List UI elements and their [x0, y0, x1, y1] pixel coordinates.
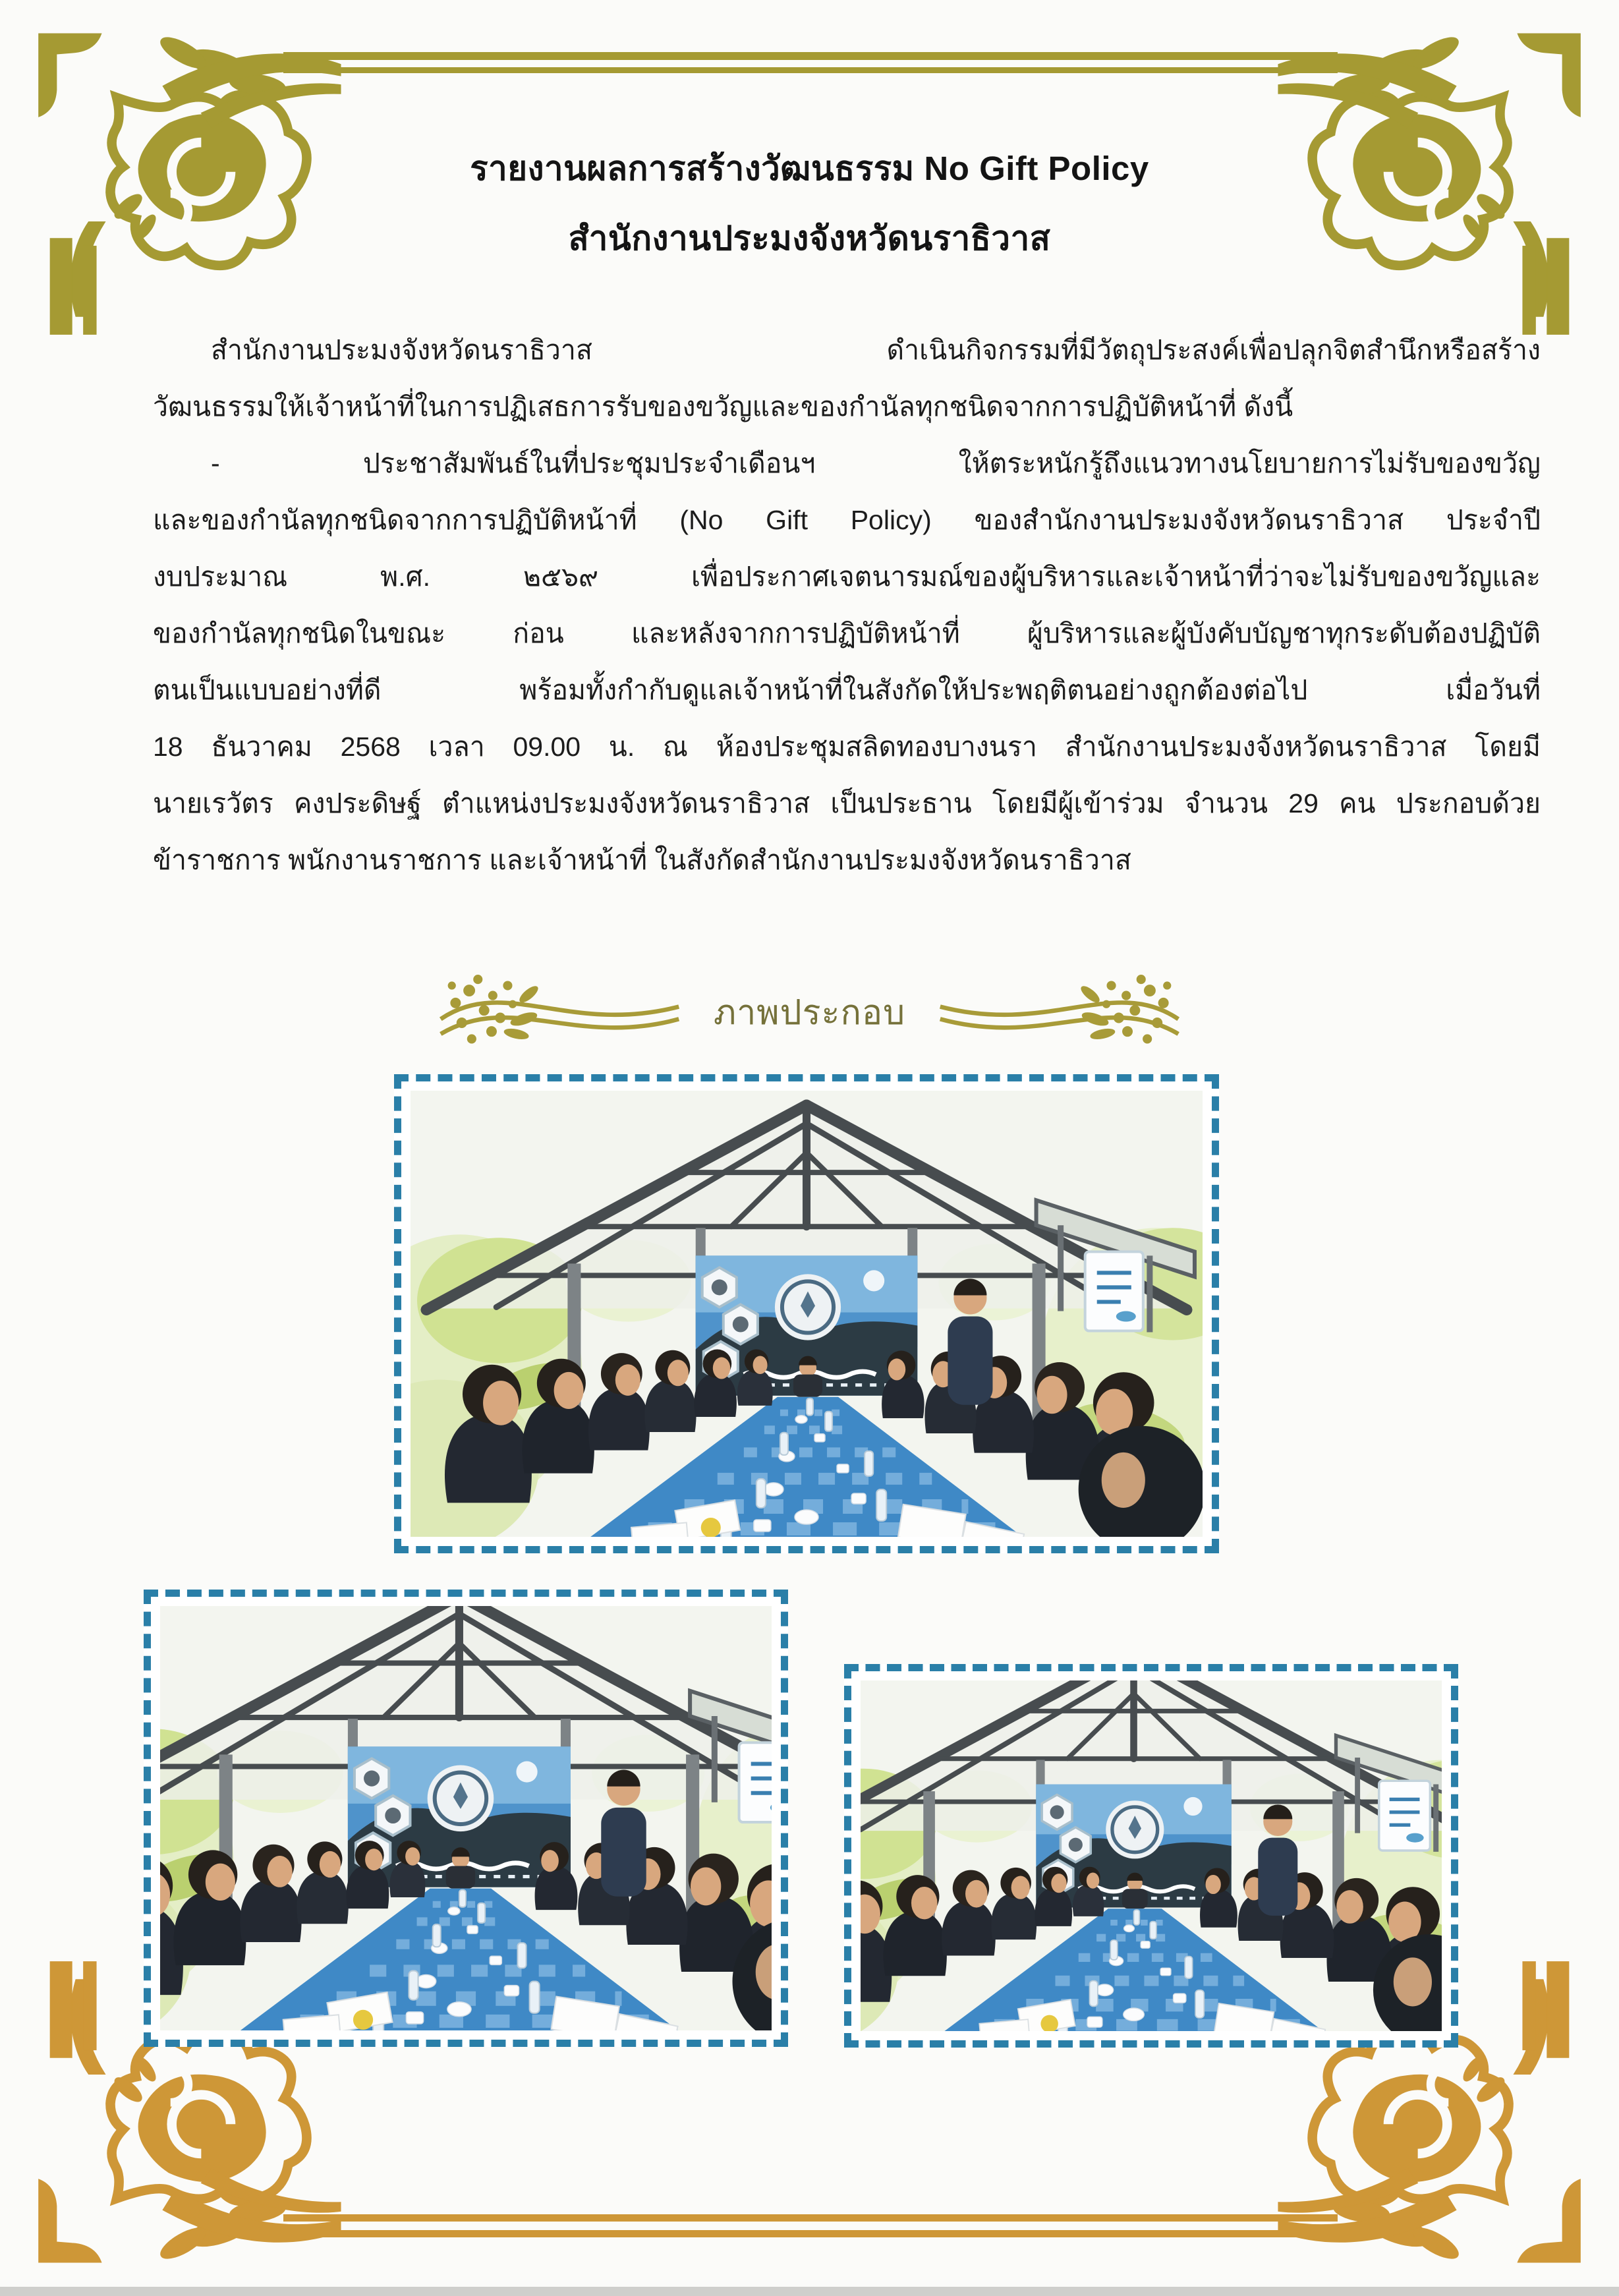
illustrations-header: [0, 954, 1619, 1070]
border-line-top-inner: [283, 67, 1338, 73]
body-line: - ประชาสัมพันธ์ในที่ประชุมประจำเดือนฯ ให้ตระหนักรู้ถึงแนวทางนโยบายการไม่รับของขวัญ: [211, 448, 1541, 478]
meeting-photo-2: [144, 1590, 788, 2047]
body-text: [153, 322, 1541, 888]
body-line: งบประมาณ พ.ศ. ๒๕๖๙ เพื่อประกาศเจตนารมณ์ของผู้บริหารและเจ้าหน้าที่ว่าจะไม่รับของขวัญและ: [153, 561, 1541, 592]
meeting-photo-3: [844, 1664, 1458, 2048]
floral-flourish-left-icon: [430, 960, 690, 1065]
border-line-bottom-inner: [283, 2214, 1338, 2222]
body-line: นายเรวัตร คงประดิษฐ์ ตำแหน่งประมงจังหวัดนราธิวาส เป็นประธาน โดยมีผู้เข้าร่วม จำนวน 29 คน ประกอบด้วย: [153, 788, 1541, 818]
document-title-line2: สำนักงานประมงจังหวัดนราธิวาส: [568, 219, 1051, 257]
body-line: และของกำนัลทุกชนิดจากการปฏิบัติหน้าที่ (No Gift Policy) ของสำนักงานประมงจังหวัดนราธิวาส ประจำปี: [153, 505, 1541, 535]
body-line: 18 ธันวาคม 2568 เวลา 09.00 น. ณ ห้องประชุมสลิดทองบางนรา สำนักงานประมงจังหวัดนราธิวาส โดยมี: [153, 732, 1541, 762]
border-line-bottom-outer: [283, 2230, 1338, 2237]
meeting-photo-2-image: [160, 1606, 772, 2030]
scan-edge-shadow: [0, 2287, 1619, 2296]
document-title-line1: รายงานผลการสร้างวัฒนธรรม No Gift Policy: [470, 150, 1149, 187]
section-header-illustrations: ภาพประกอบ: [713, 994, 906, 1032]
floral-flourish-right-icon: [929, 960, 1189, 1065]
body-line: ของกำนัลทุกชนิดในขณะ ก่อน และหลังจากการปฏิบัติหน้าที่ ผู้บริหารและผู้บังคับบัญชาทุกระดับต้องปฏิบัติ: [153, 618, 1541, 648]
meeting-photo-3-image: [861, 1680, 1442, 2031]
body-line: วัฒนธรรมให้เจ้าหน้าที่ในการปฏิเสธการรับของขวัญและของกำนัลทุกชนิดจากการปฏิบัติหน้าที่ ดังนี้: [153, 391, 1293, 422]
body-line: สำนักงานประมงจังหวัดนราธิวาส ดำเนินกิจกรรมที่มีวัตถุประสงค์เพื่อปลุกจิตสำนึกหรือสร้าง: [211, 335, 1541, 365]
document-title: [0, 134, 1619, 273]
border-line-top-outer: [283, 52, 1338, 60]
body-line: ตนเป็นแบบอย่างที่ดี พร้อมทั้งกำกับดูแลเจ้าหน้าที่ในสังกัดให้ประพฤติตนอย่างถูกต้องต่อไป เมื่อวันที่: [153, 675, 1541, 705]
body-line: ข้าราชการ พนักงานราชการ และเจ้าหน้าที่ ในสังกัดสำนักงานประมงจังหวัดนราธิวาส: [153, 845, 1131, 875]
meeting-photo-1-image: [411, 1091, 1203, 1537]
meeting-photo-1: [394, 1074, 1219, 1553]
